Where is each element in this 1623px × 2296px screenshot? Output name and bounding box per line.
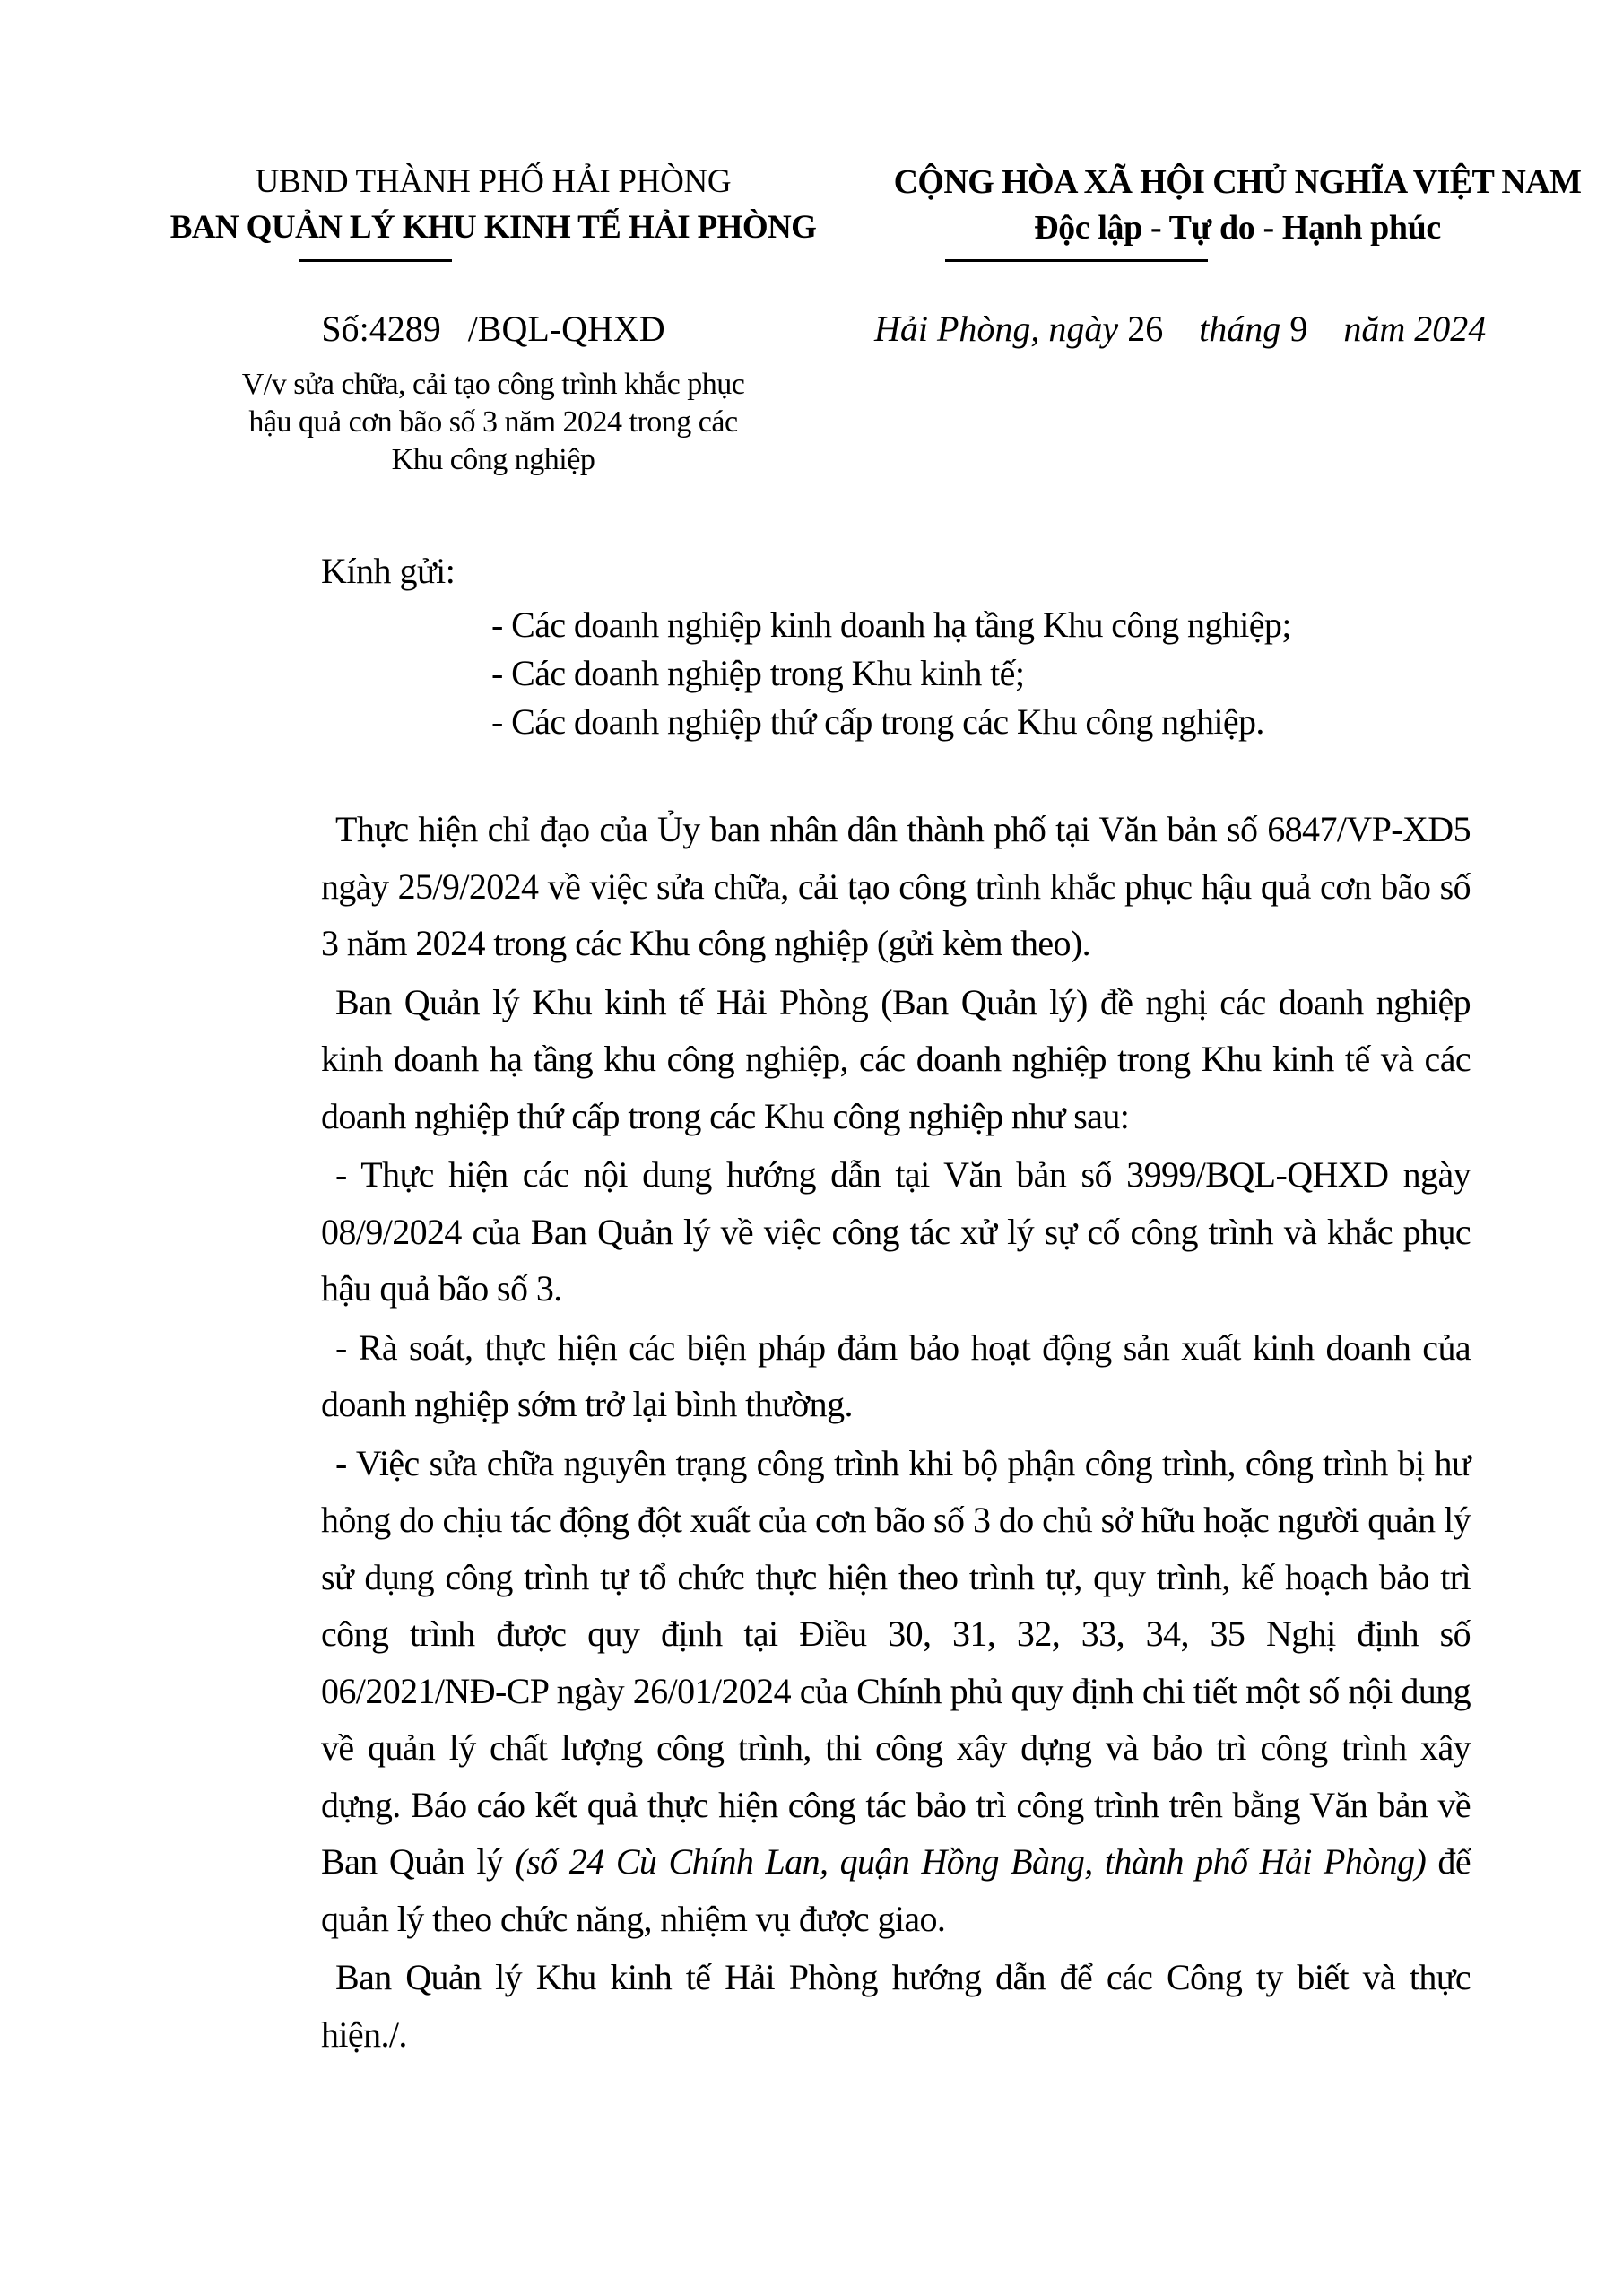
motto-underline-divider <box>945 259 1208 262</box>
subject-line: Khu công nghiệp <box>391 443 595 476</box>
recipient-item: - Các doanh nghiệp trong Khu kinh tế; <box>491 653 1025 693</box>
national-motto: Độc lập - Tự do - Hạnh phúc <box>1034 209 1441 247</box>
recipient-list <box>491 601 1291 746</box>
subject-block <box>135 366 852 479</box>
document-date <box>874 307 1486 352</box>
agency-name: BAN QUẢN LÝ KHU KINH TẾ HẢI PHÒNG <box>169 209 817 246</box>
body-paragraph-3: - Thực hiện các nội dung hướng dẫn tại Văn bản số 3999/BQL-QHXD ngày 08/9/2024 của Ban Quản lý về việc công tác xử lý sự cố công trình và khắc phục hậu quả bão số 3. <box>321 1154 1471 1309</box>
authority-name: UBND THÀNH PHỐ HẢI PHÒNG <box>255 163 732 200</box>
date-month: 9 <box>1289 309 1308 349</box>
recipient-item: - Các doanh nghiệp thứ cấp trong các Khu công nghiệp. <box>491 701 1264 742</box>
subject-line: hậu quả cơn bão số 3 năm 2024 trong các <box>248 405 738 439</box>
date-day: 26 <box>1127 309 1164 349</box>
body-paragraph-1: Thực hiện chỉ đạo của Ủy ban nhân dân thành phố tại Văn bản số 6847/VP-XD5 ngày 25/9/2024 về việc sửa chữa, cải tạo công trình khắc phục hậu quả cơn bão số 3 năm 2024 trong các Khu công nghiệp (gửi kèm theo). <box>321 809 1471 963</box>
salutation: Kính gửi: <box>321 551 456 591</box>
date-place-prefix: Hải Phòng, ngày <box>874 309 1128 349</box>
paragraph-5-text: - Việc sửa chữa nguyên trạng công trình khi bộ phận công trình, công trình bị hư hỏng do chịu tác động đột xuất của cơn bão số 3 do chủ sở hữu hoặc người quản lý sử dụng công trình tự tổ chức thực hiện theo trình tự, quy trình, kế hoạch bảo trì công trình được quy định tại Điều 30, 31, 32, 33, 34, 35 Nghị định số 06/2021/NĐ-CP ngày 26/01/2024 của Chính phủ quy định chi tiết một số nội dung về quản lý chất lượng công trình, thi công xây dựng và bảo trì công trình xây dựng. Báo cáo kết quả thực hiện công tác bảo trì công trình trên bằng Văn bản về Ban Quản lý <box>321 1442 1471 1882</box>
body-paragraph-2: Ban Quản lý Khu kinh tế Hải Phòng (Ban Quản lý) đề nghị các doanh nghiệp kinh doanh hạ tầng khu công nghiệp, các doanh nghiệp trong Khu kinh tế và các doanh nghiệp thứ cấp trong các Khu công nghiệp như sau: <box>321 981 1471 1136</box>
issuing-authority-block <box>135 160 852 251</box>
body-paragraph-6: Ban Quản lý Khu kinh tế Hải Phòng hướng dẫn để các Công ty biết và thực hiện./. <box>321 1957 1471 2055</box>
body-paragraph-4: - Rà soát, thực hiện các biện pháp đảm bảo hoạt động sản xuất kinh doanh của doanh nghiệp sớm trở lại bình thường. <box>321 1326 1471 1424</box>
date-month-label: tháng <box>1199 309 1290 349</box>
national-motto-block <box>856 160 1619 251</box>
nation-name: CỘNG HÒA XÃ HỘI CHỦ NGHĨA VIỆT NAM <box>893 163 1582 201</box>
body-paragraph-5 <box>321 1435 1471 1948</box>
paragraph-5-ending: để quản lý theo chức năng, nhiệm vụ được giao. <box>321 1841 1471 1939</box>
document-number: Số:4289 /BQL-QHXD <box>321 309 665 349</box>
recipient-item: - Các doanh nghiệp kinh doanh hạ tầng Khu công nghiệp; <box>491 604 1291 645</box>
date-year: năm 2024 <box>1343 309 1487 349</box>
subject-line: V/v sửa chữa, cải tạo công trình khắc phục <box>241 368 745 401</box>
office-address: (số 24 Cù Chính Lan, quận Hồng Bàng, thành phố Hải Phòng) <box>515 1841 1427 1882</box>
letter-body <box>321 801 1471 2063</box>
agency-underline-divider <box>299 259 452 262</box>
